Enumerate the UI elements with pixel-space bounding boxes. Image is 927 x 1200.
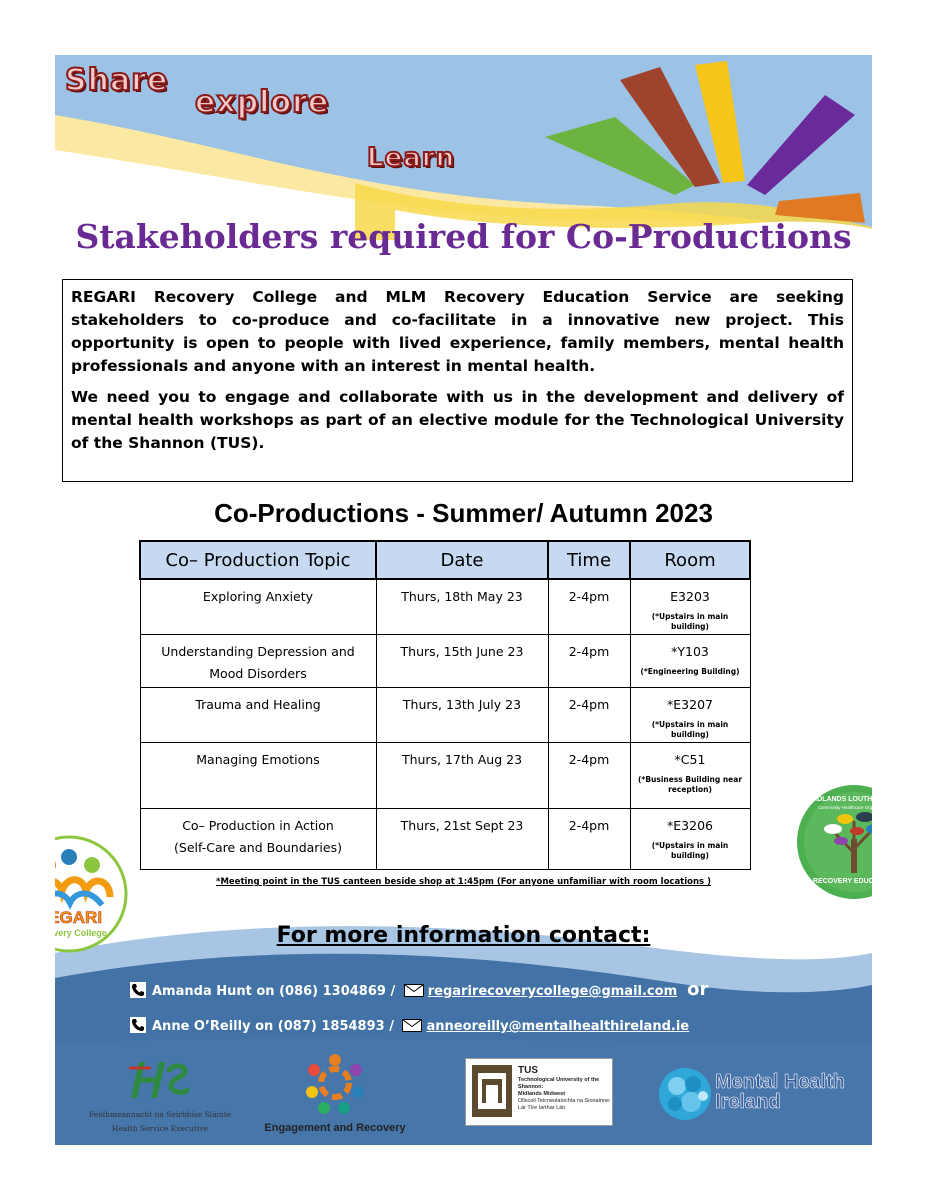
engagement-recovery-logo (245, 1052, 425, 1132)
contact-1-name: Amanda Hunt on (086) 1304869 / (152, 984, 396, 999)
page-title: Stakeholders required for Co-Productions (75, 217, 852, 256)
time-cell: 2-4pm (548, 635, 630, 688)
topic-cell: Understanding Depression and Mood Disorders (140, 635, 376, 688)
hse-irish-name: Feidhmeannacht na Seirbhíse Sláinte (88, 1110, 232, 1119)
tus-text (518, 1065, 612, 1112)
time-cell: 2-4pm (548, 688, 630, 743)
schedule-table (139, 540, 751, 870)
topic-cell: Exploring Anxiety (140, 579, 376, 635)
meeting-point-note: *Meeting point in the TUS canteen beside shop at 1:45pm (For anyone unfamiliar with room locations ) (216, 877, 711, 887)
banner-word-share: Share (65, 63, 169, 98)
table-row (140, 688, 750, 743)
tus-line-1: Technological University of the Shannon: (518, 1077, 600, 1090)
topic-cell: Managing Emotions (140, 743, 376, 809)
room-number: E3203 (670, 589, 710, 604)
mhi-line-2: Ireland (715, 1091, 781, 1113)
table-row (140, 635, 750, 688)
table-row (140, 743, 750, 809)
date-cell: Thurs, 21st Sept 23 (376, 809, 548, 870)
mhi-brain-icon (655, 1062, 715, 1126)
schedule-title: Co-Productions - Summer/ Autumn 2023 (214, 498, 713, 528)
date-cell: Thurs, 18th May 23 (376, 579, 548, 635)
room-note: (*Upstairs in main building) (651, 720, 729, 739)
phone-icon (130, 982, 146, 998)
people-circle-icon (304, 1052, 366, 1114)
hse-logo (85, 1058, 235, 1136)
hse-mark-icon (125, 1058, 195, 1102)
regari-logo (31, 835, 128, 953)
date-cell: Thurs, 17th Aug 23 (376, 743, 548, 809)
room-note: (*Engineering Building) (640, 667, 740, 676)
mail-icon (402, 1019, 422, 1032)
contact-line-1 (130, 979, 708, 1000)
topic-line-2: (Self-Care and Boundaries) (174, 840, 342, 855)
banner-word-learn: Learn (367, 143, 456, 173)
room-number: *E3207 (667, 697, 713, 712)
er-label: Engagement and Recovery (264, 1122, 406, 1134)
mlm-recovery-education-logo (795, 783, 899, 901)
banner-word-explore: explore (195, 85, 330, 120)
room-note: (*Upstairs in main building) (651, 612, 729, 631)
contact-2-email-link[interactable]: anneoreilly@mentalhealthireland.ie (426, 1019, 690, 1034)
mlm-sub-text: Community Healthcare Organisation (817, 805, 891, 810)
contact-heading: For more information contact: (276, 923, 651, 948)
room-cell (630, 743, 750, 809)
room-number: *E3206 (667, 818, 713, 833)
tus-castle-icon (472, 1065, 512, 1117)
column-header-room: Room (630, 541, 750, 579)
column-header-topic: Co– Production Topic (140, 541, 376, 579)
date-cell: Thurs, 15th June 23 (376, 635, 548, 688)
tus-name: TUS (518, 1065, 538, 1076)
tus-line-2: Midlands Midwest (518, 1091, 566, 1097)
time-cell: 2-4pm (548, 579, 630, 635)
regari-name: REGARI (35, 908, 103, 927)
intro-box (62, 279, 853, 482)
topic-cell (140, 809, 376, 870)
topic-line-1: Co– Production in Action (182, 818, 334, 833)
contact-1-email-link[interactable]: regarirecoverycollege@gmail.com (427, 984, 678, 999)
topic-cell: Trauma and Healing (140, 688, 376, 743)
phone-icon (130, 1017, 146, 1033)
mlm-top-text: MIDLANDS LOUTH MEATH (809, 796, 899, 803)
banner-artwork (55, 55, 872, 240)
hse-english-name: Health Service Executive (111, 1124, 209, 1133)
mail-icon (404, 984, 424, 997)
tus-line-3: Ollscoil Teicneolaíochta na Sionainne: (518, 1098, 611, 1104)
time-cell: 2-4pm (548, 809, 630, 870)
room-number: *C51 (674, 752, 706, 767)
intro-paragraph-2: We need you to engage and collaborate with us in the development and delivery of mental health workshops as part of an elective module for the Technological University of the Shannon (TUS). (71, 388, 844, 452)
regari-sub: Recovery College (31, 928, 107, 938)
table-row (140, 809, 750, 870)
column-header-date: Date (376, 541, 548, 579)
contact-line-2 (130, 1017, 689, 1034)
poster (31, 55, 899, 1145)
time-cell: 2-4pm (548, 743, 630, 809)
tus-line-4: Lár Tíre Iarthar Láir (518, 1105, 566, 1111)
room-note: (*Business Building near reception) (637, 775, 743, 794)
mhi-text (715, 1072, 845, 1112)
room-cell (630, 688, 750, 743)
contact-or: or (687, 979, 709, 1000)
column-header-time: Time (548, 541, 630, 579)
tus-logo (465, 1058, 613, 1126)
room-cell (630, 635, 750, 688)
intro-paragraph-1: REGARI Recovery College and MLM Recovery Education Service are seeking stakeholders to co-produce and co-facilitate in a innovative new project. This opportunity is open to people with lived experience, family members, mental health professionals and anyone with an interest in mental health. (71, 288, 844, 375)
room-number: *Y103 (671, 644, 709, 659)
table-row (140, 579, 750, 635)
table-header-row (140, 541, 750, 579)
mhi-line-1: Mental Health (715, 1071, 846, 1093)
room-cell (630, 809, 750, 870)
room-cell (630, 579, 750, 635)
contact-2-name: Anne O’Reilly on (087) 1854893 / (152, 1019, 394, 1034)
room-note: (*Upstairs in main building) (651, 841, 729, 860)
date-cell: Thurs, 13th July 23 (376, 688, 548, 743)
mental-health-ireland-logo (655, 1060, 865, 1132)
mlm-bottom-text: RECOVERY EDUCATION (813, 878, 895, 885)
